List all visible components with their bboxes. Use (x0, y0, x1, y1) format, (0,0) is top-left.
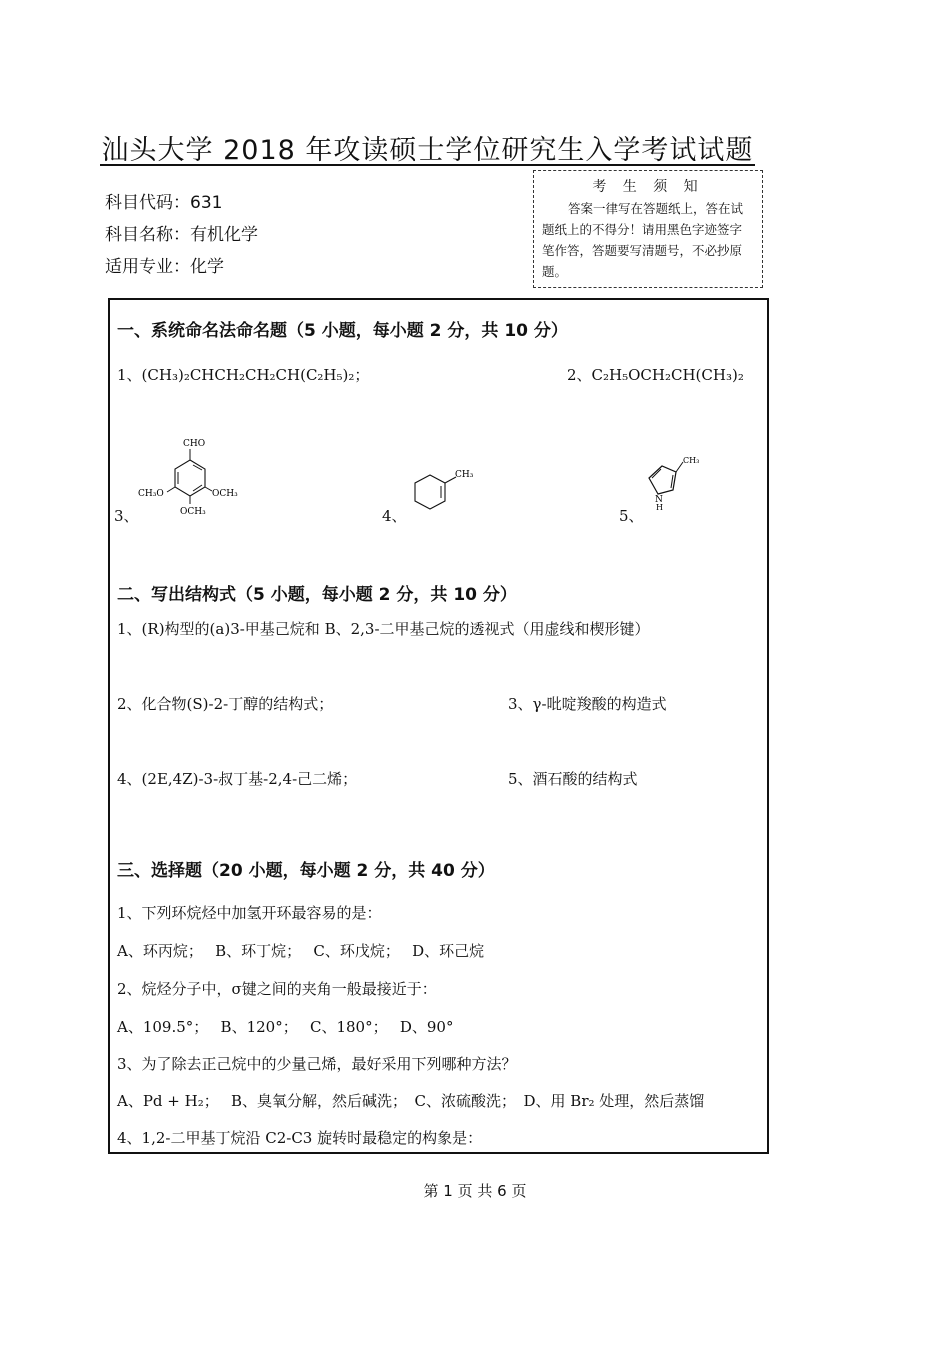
s3-question-2-options: A、109.5°； B、120°； C、180°； D、90° (117, 1018, 454, 1036)
candidate-notice-box (533, 170, 763, 288)
trimethoxybenzaldehyde-structure (135, 430, 245, 520)
s4-ch3-label: CH₃ (455, 470, 474, 480)
s5-h-label: H (656, 503, 663, 512)
s5-ch3-label: CH₃ (683, 456, 700, 465)
s2-question-5: 5、酒石酸的结构式 (508, 770, 638, 788)
s3-och3-bottom: OCH₃ (180, 507, 206, 517)
s1-question-3: 3、 (114, 507, 139, 525)
s1-question-1: 1、(CH₃)₂CHCH₂CH₂CH(C₂H₅)₂； (117, 366, 370, 384)
notice-title: 考 生 须 知 (592, 179, 704, 195)
s3-och3-right: OCH₃ (212, 489, 238, 499)
methylcyclohexene-structure (405, 465, 480, 520)
section-2-title: 二、写出结构式（5 小题，每小题 2 分，共 10 分） (117, 585, 517, 605)
subject-name: 科目名称：有机化学 (105, 225, 258, 245)
s1-question-2: 2、C₂H₅OCH₂CH(CH₃)₂ (567, 366, 744, 384)
exam-title: 汕头大学 2018 年攻读硕士学位研究生入学考试试题 (101, 135, 754, 166)
s2-question-2: 2、化合物(S)-2-丁醇的结构式； (117, 695, 334, 713)
s1-question-5: 5、 (619, 507, 644, 525)
applicable-major: 适用专业：化学 (105, 257, 224, 277)
s2-question-1: 1、(R)构型的(a)3-甲基己烷和 B、2,3-二甲基己烷的透视式（用虚线和楔形键） (117, 620, 650, 638)
s3-och3-left: CH₃O (138, 489, 164, 499)
s5-n-label: N (655, 495, 663, 505)
s3-question-1: 1、下列环烷烃中加氢开环最容易的是： (117, 904, 382, 922)
s2-question-4: 4、(2E,4Z)-3-叔丁基-2,4-己二烯； (117, 770, 358, 788)
s3-question-1-options: A、环丙烷； B、环丁烷； C、环戊烷； D、环己烷 (117, 942, 485, 960)
title-underline (100, 164, 755, 166)
s1-question-4: 4、 (382, 507, 407, 525)
s2-question-3: 3、γ-吡啶羧酸的构造式 (508, 695, 667, 713)
methylpyrrole-structure (640, 450, 710, 515)
s3-question-4: 4、1,2-二甲基丁烷沿 C2-C3 旋转时最稳定的构象是： (117, 1129, 483, 1147)
s3-question-3-options: A、Pd + H₂； B、臭氧分解，然后碱洗； C、浓硫酸洗； D、用 Br₂ 处理，然后蒸馏 (117, 1092, 705, 1110)
subject-code: 科目代码：631 (105, 193, 223, 213)
notice-body: 答案一律写在答题纸上，答在试题纸上的不得分！请用黑色字迹签字笔作答，答题要写清题号，不必抄原题。 (542, 201, 744, 279)
s3-cho-label: CHO (183, 439, 206, 449)
s3-question-3: 3、为了除去正己烷中的少量己烯，最好采用下列哪种方法？ (117, 1055, 517, 1073)
s3-question-2: 2、烷烃分子中，σ键之间的夹角一般最接近于： (117, 980, 437, 998)
section-1-title: 一、系统命名法命名题（5 小题，每小题 2 分，共 10 分） (117, 321, 568, 341)
page-number: 第 1 页 共 6 页 (423, 1182, 527, 1200)
section-3-title: 三、选择题（20 小题，每小题 2 分，共 40 分） (117, 861, 495, 881)
